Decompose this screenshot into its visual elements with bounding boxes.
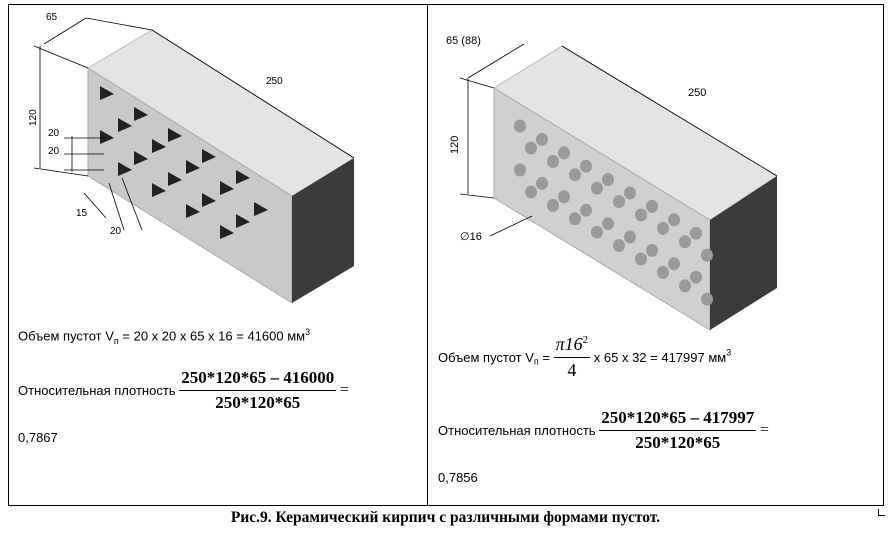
right-void-denominator: 4 <box>567 360 577 380</box>
corner-mark <box>878 509 885 516</box>
left-dim-gap: 15 <box>76 208 88 219</box>
left-void-expr: = 20 х 20 х 65 х 16 = 41600 мм <box>118 328 306 344</box>
right-round-hole <box>701 293 713 306</box>
right-round-hole <box>679 279 691 292</box>
right-round-hole <box>646 200 658 213</box>
right-void-fraction <box>554 334 591 381</box>
right-round-hole <box>525 186 537 199</box>
right-void-numerator <box>554 334 591 358</box>
right-density-fraction <box>599 408 756 453</box>
right-void-expr: х 65 х 32 = 417997 мм <box>590 350 727 365</box>
figure-caption: Рис.9. Керамический кирпич с различными формами пустот. <box>230 509 661 526</box>
right-round-hole <box>514 120 526 133</box>
right-round-hole <box>591 226 603 239</box>
right-round-hole <box>668 257 680 270</box>
left-density-eq: = <box>339 381 349 399</box>
left-dim-hole1: 20 <box>48 128 60 139</box>
right-round-hole <box>701 249 713 262</box>
left-density-label: Относительная плотность <box>18 383 176 398</box>
left-density-formula <box>18 368 349 413</box>
left-void-sub: п <box>113 335 119 346</box>
right-void-pi16: π16 <box>555 334 583 354</box>
right-round-hole <box>613 195 625 208</box>
left-void-volume-formula <box>18 327 310 346</box>
left-dim-height: 120 <box>28 109 39 126</box>
right-dim-length: 250 <box>688 87 707 99</box>
right-round-hole <box>624 187 636 200</box>
right-round-hole <box>679 235 691 248</box>
right-density-numerator: 250*120*65 – 417997 <box>599 408 756 431</box>
left-density-result: 0,7867 <box>18 430 58 445</box>
right-round-hole <box>591 182 603 195</box>
right-density-eq: = <box>759 421 769 439</box>
right-dim-height: 120 <box>449 135 461 154</box>
right-round-hole <box>558 190 570 203</box>
right-round-hole <box>657 222 669 235</box>
right-round-hole <box>635 253 647 266</box>
right-round-hole <box>635 209 647 222</box>
panel-divider <box>427 4 428 506</box>
right-round-hole <box>624 231 636 244</box>
right-void-num-sup: 2 <box>582 334 589 346</box>
right-dim-hole: ∅16 <box>460 231 482 243</box>
right-round-hole <box>690 227 702 240</box>
left-dim-width: 65 <box>46 12 58 23</box>
right-round-hole <box>580 160 592 173</box>
right-round-hole <box>580 204 592 217</box>
right-density-label: Относительная плотность <box>438 423 596 438</box>
left-density-denominator: 250*120*65 <box>215 393 301 412</box>
right-void-sup: 3 <box>726 347 732 358</box>
right-round-hole <box>547 155 559 168</box>
left-density-numerator: 250*120*65 – 416000 <box>179 368 336 391</box>
right-brick-drawing <box>432 8 882 338</box>
right-round-hole <box>525 142 537 155</box>
right-round-hole <box>613 239 625 252</box>
left-dim-length: 250 <box>266 76 283 87</box>
right-round-hole <box>690 271 702 284</box>
right-round-hole <box>536 133 548 146</box>
left-void-sup: 3 <box>305 327 311 337</box>
right-void-sub: п <box>533 356 539 367</box>
right-round-hole <box>569 212 581 225</box>
right-void-eq: = <box>538 350 554 365</box>
right-round-hole <box>536 177 548 190</box>
right-round-hole <box>657 266 669 279</box>
left-brick-drawing <box>14 8 424 308</box>
right-round-hole <box>668 213 680 226</box>
right-round-hole <box>558 146 570 159</box>
right-round-hole <box>646 244 658 257</box>
left-density-fraction <box>179 368 336 413</box>
right-density-formula <box>438 408 769 453</box>
right-round-hole <box>602 217 614 230</box>
right-round-hole <box>514 164 526 177</box>
left-void-label: Объем пустот V <box>18 328 114 344</box>
right-void-volume-formula <box>438 334 731 381</box>
right-round-hole <box>569 168 581 181</box>
left-dim-hole2: 20 <box>48 146 60 157</box>
right-round-hole <box>547 199 559 212</box>
right-void-label: Объем пустот V <box>438 350 534 365</box>
left-dim-hole3: 20 <box>110 226 122 237</box>
right-round-hole <box>602 173 614 186</box>
right-density-denominator: 250*120*65 <box>635 433 721 452</box>
right-density-result: 0,7856 <box>438 470 478 485</box>
right-dim-width: 65 (88) <box>446 35 481 47</box>
